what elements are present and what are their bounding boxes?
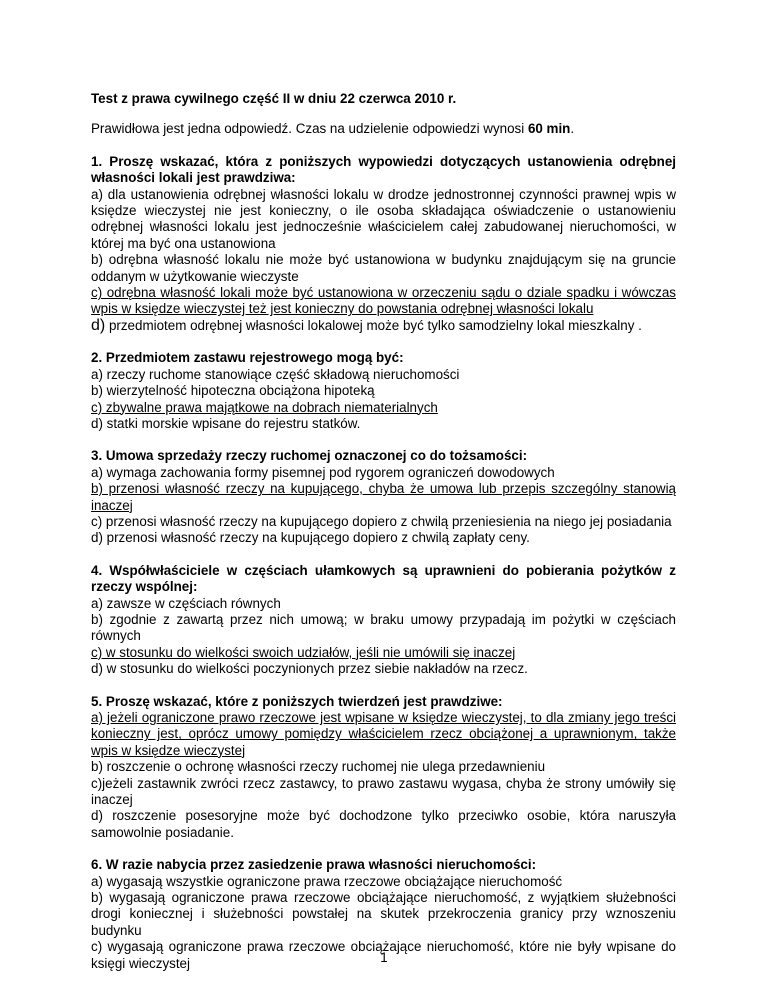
- question-4-option-d: d) w stosunku do wielkości poczynionych przez siebie nakładów na rzecz.: [91, 661, 528, 677]
- intro-text: Prawidłowa jest jedna odpowiedź. Czas na udzielenie odpowiedzi wynosi: [91, 121, 528, 137]
- question-4-option-c: c) w stosunku do wielkości swoich udziałów, jeśli nie umówili się inaczej: [91, 644, 516, 660]
- question-2: [91, 350, 676, 432]
- question-1-option-c: c) odrębna własność lokali może być ustanowiona w orzeczeniu sądu o dziale spadku i wówczas wpis w księdze wieczystej też jest konieczny do powstania odrębnej własności lokalu: [91, 285, 676, 317]
- question-4-option-a: a) zawsze w częściach równych: [91, 595, 281, 611]
- question-3-head: 3. Umowa sprzedaży rzeczy ruchomej oznaczonej co do tożsamości:: [91, 448, 528, 464]
- question-4-head: 4. Współwłaściciele w częściach ułamkowych są uprawnieni do pobierania pożytków z rzeczy wspólnej:: [91, 562, 676, 595]
- question-5-option-d: d) roszczenie posesoryjne może być dochodzone tylko przeciwko osobie, która naruszyła samowolnie posiadanie.: [91, 808, 676, 840]
- question-2-head: 2. Przedmiotem zastawu rejestrowego mogą być:: [91, 350, 404, 366]
- question-1: [91, 154, 676, 334]
- question-5: [91, 694, 676, 842]
- question-1-option-d: [91, 318, 676, 334]
- question-1-option-d-text: przedmiotem odrębnej własności lokalowej może być tylko samodzielny lokal mieszkalny .: [105, 317, 642, 333]
- page-title: Test z prawa cywilnego część II w dniu 22 czerwca 2010 r.: [91, 91, 457, 106]
- question-5-head: 5. Proszę wskazać, które z poniższych twierdzeń jest prawdziwe:: [91, 693, 503, 709]
- question-4-option-b: b) zgodnie z zawartą przez nich umową; w braku umowy przypadają im pożytki w częściach równych: [91, 611, 676, 644]
- question-1-head: 1. Proszę wskazać, która z poniższych wypowiedzi dotyczących ustanowienia odrębnej własności lokali jest prawdziwa:: [91, 153, 676, 186]
- question-3-option-a: a) wymaga zachowania formy pisemnej pod rygorem ograniczeń dowodowych: [91, 464, 555, 480]
- question-6-option-b: b) wygasają ograniczone prawa rzeczowe obciążające nieruchomość, z wyjątkiem służebności drogi koniecznej i służebności powstałej na skutek przekroczenia granicy przy wznoszeniu budynku: [91, 890, 676, 938]
- question-2-option-c: c) zbywalne prawa majątkowe na dobrach niematerialnych: [91, 399, 438, 415]
- question-3: [91, 448, 676, 546]
- question-5-option-c: c)jeżeli zastawnik zwróci rzecz zastawcy, to prawo zastawu wygasa, chyba że strony umówiły się inaczej: [91, 775, 676, 808]
- question-5-option-a: a) jeżeli ograniczone prawo rzeczowe jest wpisane w księdze wieczystej, to dla zmiany jego treści konieczny jest, oprócz umowy pomiędzy właścicielem rzecz obciążonej a uprawnionym, także wpis w księdze wieczystej: [91, 710, 676, 758]
- intro-end: .: [570, 121, 575, 137]
- intro-time: 60 min: [527, 121, 571, 137]
- question-2-option-b: b) wierzytelność hipoteczna obciążona hipoteką: [91, 383, 375, 399]
- question-3-option-d: d) przenosi własność rzeczy na kupującego dopiero z chwilą zapłaty ceny.: [91, 530, 530, 546]
- document-content: [91, 91, 676, 988]
- question-1-option-a: a) dla ustanowienia odrębnej własności lokalu w drodze jednostronnej czynności prawnej wpis w księdze wieczystej nie jest konieczny, o ile osoba składająca oświadczenie o ustanowieniu odrębnej własności lokalu jest jednocześnie właścicielem całej zabudowanej nieruchomości, w której ma być ona ustanowiona: [91, 186, 676, 251]
- question-3-option-c: c) przenosi własność rzeczy na kupującego dopiero z chwilą przeniesienia na niego jej posiadania: [91, 513, 672, 529]
- question-6-option-c: c) wygasają ograniczone prawa rzeczowe obciążające nieruchomość, które nie były wpisane do księgi wieczystej: [91, 939, 676, 971]
- question-4: [91, 563, 676, 678]
- intro-paragraph: [91, 121, 676, 137]
- question-1-option-b: b) odrębna własność lokalu nie może być ustanowiona w budynku znajdującym się na gruncie oddanym w użytkowanie wieczyste: [91, 252, 676, 284]
- question-5-option-b: b) roszczenie o ochronę własności rzeczy ruchomej nie ulega przedawnieniu: [91, 759, 546, 775]
- question-6-option-a: a) wygasają wszystkie ograniczone prawa rzeczowe obciążające nieruchomość: [91, 873, 563, 889]
- question-2-option-a: a) rzeczy ruchome stanowiące część składową nieruchomości: [91, 366, 460, 382]
- question-2-option-d: d) statki morskie wpisane do rejestru statków.: [91, 415, 361, 431]
- question-1-option-d-letter: d): [91, 316, 106, 334]
- question-3-option-b: b) przenosi własność rzeczy na kupującego, chyba że umowa lub przepis szczególny stanowią inaczej: [91, 481, 676, 513]
- question-6-head: 6. W razie nabycia przez zasiedzenie prawa własności nieruchomości:: [91, 857, 537, 873]
- page-number: 1: [380, 950, 388, 965]
